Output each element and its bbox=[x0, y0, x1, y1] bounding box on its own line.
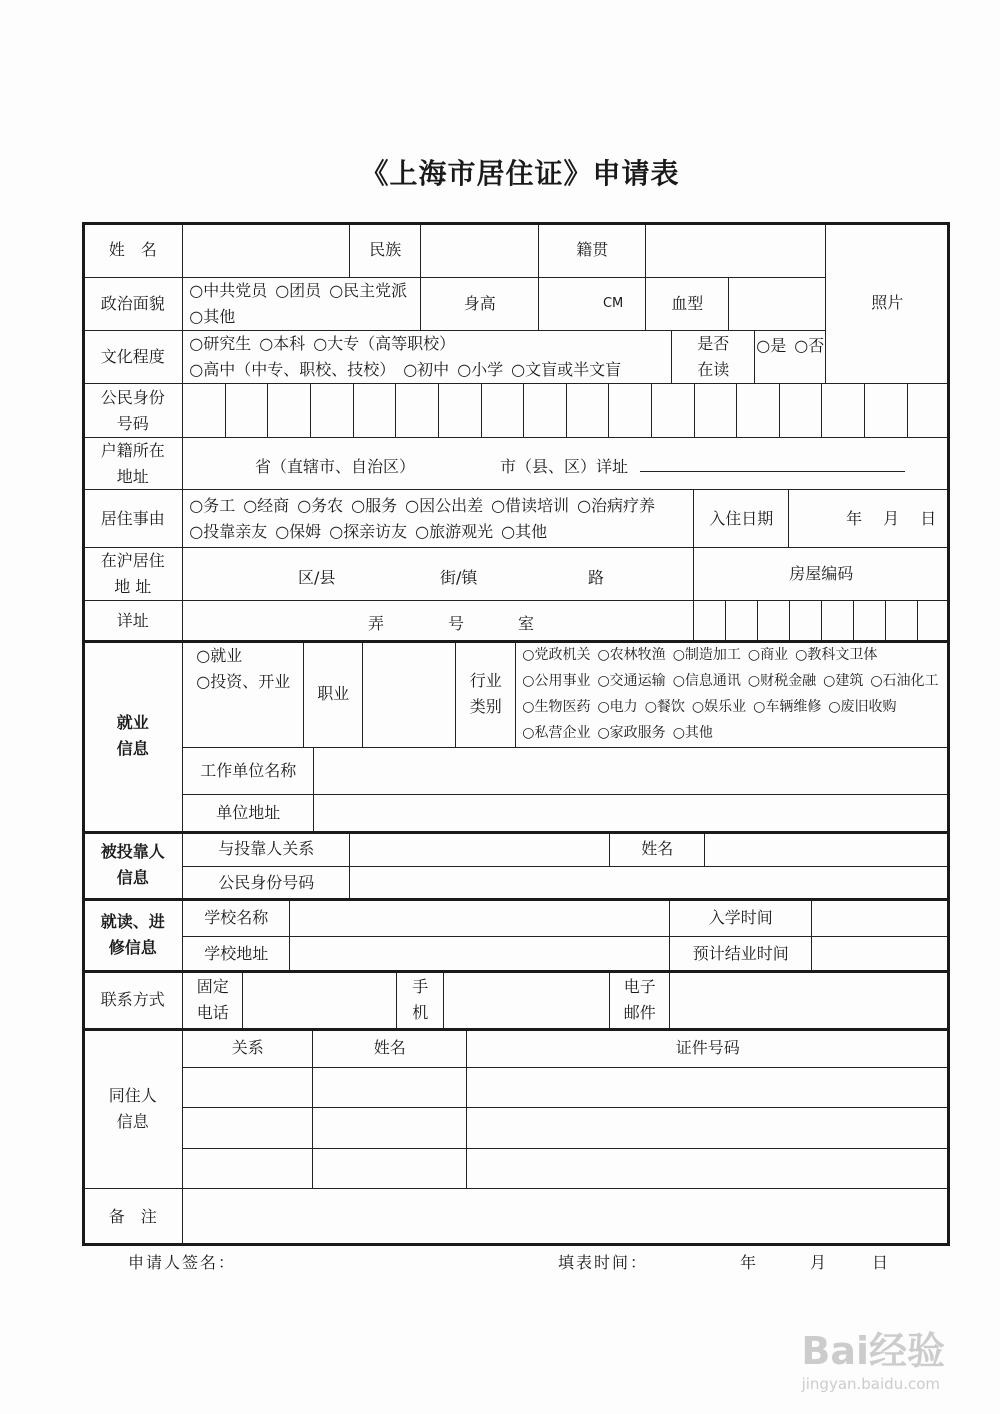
height-label: 身高 bbox=[420, 277, 539, 331]
option-radio: ○石油化工 bbox=[870, 673, 939, 690]
fill-month: 月 bbox=[810, 1253, 829, 1272]
option-radio: ○其他 bbox=[189, 307, 236, 327]
option-radio: ○务农 bbox=[297, 495, 344, 515]
option-radio: ○生物医药 bbox=[522, 699, 591, 716]
option-radio: ○因公出差 bbox=[405, 495, 484, 515]
option-radio: ○农林牧渔 bbox=[597, 647, 666, 664]
option-radio: ○研究生 bbox=[189, 334, 252, 354]
reason-label: 居住事由 bbox=[82, 489, 183, 548]
ethnicity-label: 民族 bbox=[349, 222, 421, 278]
district-text: 区/县 bbox=[298, 568, 336, 587]
contact-label: 联系方式 bbox=[82, 970, 183, 1029]
number-text: 号 bbox=[448, 614, 465, 633]
email-label: 电子 邮件 bbox=[609, 970, 670, 1029]
height-unit: CM bbox=[538, 277, 646, 331]
occupation-label: 职业 bbox=[303, 640, 363, 748]
option-radio: ○团员 bbox=[275, 281, 322, 301]
watermark-logo: Bai经验 bbox=[801, 1329, 945, 1373]
form-title: 《上海市居住证》申请表 bbox=[360, 157, 680, 190]
blood-label: 血型 bbox=[645, 277, 729, 331]
watermark-url: jingyan.baidu.com bbox=[801, 1375, 940, 1393]
option-radio: ○家政服务 bbox=[597, 725, 666, 742]
dependent-name-label: 姓名 bbox=[609, 831, 705, 867]
lane-text: 弄 bbox=[368, 614, 385, 633]
option-radio: ○小学 bbox=[457, 360, 504, 380]
option-radio: ○车辆维修 bbox=[753, 699, 822, 716]
option-radio: ○投资、开业 bbox=[196, 672, 291, 692]
option-radio: ○旅游观光 bbox=[415, 521, 494, 541]
notes-label: 备 注 bbox=[82, 1188, 183, 1245]
co-relation-header: 关系 bbox=[182, 1028, 313, 1068]
option-radio: ○务工 bbox=[189, 495, 236, 515]
enroll-time-label: 入学时间 bbox=[669, 898, 812, 937]
option-radio: ○探亲访友 bbox=[329, 521, 408, 541]
option-radio: ○教科文卫体 bbox=[795, 647, 878, 664]
education-label: 文化程度 bbox=[82, 330, 183, 384]
co-id-header: 证件号码 bbox=[466, 1028, 949, 1068]
industry-label: 行业 类别 bbox=[455, 640, 516, 748]
road-text: 路 bbox=[588, 568, 605, 587]
option-radio: ○娱乐业 bbox=[691, 699, 747, 716]
photo-box: 照片 bbox=[825, 222, 949, 384]
political-label: 政治面貌 bbox=[82, 277, 183, 331]
option-radio: ○服务 bbox=[351, 495, 398, 515]
sh-address-label: 在沪居住 地 址 bbox=[82, 547, 183, 601]
option-radio: ○餐饮 bbox=[644, 699, 685, 716]
option-radio: ○初中 bbox=[403, 360, 450, 380]
province-text: 省（直辖市、自治区） bbox=[255, 457, 416, 476]
option-radio: ○交通运输 bbox=[597, 673, 666, 690]
checkin-date: 年 月 日 bbox=[788, 489, 949, 548]
fill-day: 日 bbox=[872, 1253, 891, 1272]
option-radio: ○商业 bbox=[747, 647, 789, 664]
option-radio: ○高中（中专、职校、技校） bbox=[189, 360, 396, 380]
option-radio: ○其他 bbox=[672, 725, 713, 742]
co-name-header: 姓名 bbox=[312, 1028, 467, 1068]
option-radio: ○本科 bbox=[259, 334, 306, 354]
name-label: 姓 名 bbox=[82, 222, 183, 278]
fill-time-label: 填表时间： bbox=[558, 1253, 649, 1272]
form-border bbox=[82, 222, 950, 1246]
option-radio: ○否 bbox=[794, 336, 825, 356]
dependent-label: 被投靠人 信息 bbox=[82, 831, 183, 899]
option-radio: ○废旧收购 bbox=[828, 699, 897, 716]
fill-year: 年 bbox=[740, 1253, 759, 1272]
employer-name-label: 工作单位名称 bbox=[182, 747, 314, 795]
option-radio: ○治病疗养 bbox=[577, 495, 656, 515]
option-radio: ○保姆 bbox=[275, 521, 322, 541]
employer-address-label: 单位地址 bbox=[182, 794, 314, 832]
landline-label: 固定 电话 bbox=[182, 970, 243, 1029]
household-label: 户籍所在 地址 bbox=[82, 437, 183, 490]
option-radio: ○文盲或半文盲 bbox=[511, 360, 622, 380]
option-radio: ○信息通讯 bbox=[672, 673, 741, 690]
detail-label: 详址 bbox=[82, 600, 183, 641]
city-text: 市（县、区）详址 bbox=[500, 457, 629, 476]
study-label: 就读、进 修信息 bbox=[82, 898, 183, 971]
option-radio: ○党政机关 bbox=[522, 647, 591, 664]
school-address-label: 学校地址 bbox=[182, 936, 290, 971]
option-radio: ○电力 bbox=[597, 699, 638, 716]
option-radio: ○其他 bbox=[501, 521, 548, 541]
option-radio: ○借读培训 bbox=[491, 495, 570, 515]
dependent-id-label: 公民身份号码 bbox=[182, 866, 350, 899]
option-radio: ○制造加工 bbox=[672, 647, 741, 664]
cohabitant-label: 同住人 信息 bbox=[82, 1028, 183, 1189]
studying-label: 是否 在读 bbox=[671, 330, 755, 384]
checkin-label: 入住日期 bbox=[693, 489, 789, 548]
option-radio: ○是 bbox=[756, 336, 787, 356]
mobile-label: 手 机 bbox=[396, 970, 444, 1029]
id-number-label: 公民身份 号码 bbox=[82, 383, 183, 438]
option-radio: ○投靠亲友 bbox=[189, 521, 268, 541]
relation-label: 与投靠人关系 bbox=[182, 831, 350, 867]
school-name-label: 学校名称 bbox=[182, 898, 290, 937]
grad-time-label: 预计结业时间 bbox=[669, 936, 812, 971]
native-place-label: 籍贯 bbox=[538, 222, 646, 278]
room-text: 室 bbox=[518, 614, 535, 633]
option-radio: ○大专（高等职校） bbox=[313, 334, 456, 354]
house-code-label: 房屋编码 bbox=[693, 547, 949, 601]
option-radio: ○财税金融 bbox=[747, 673, 817, 690]
option-radio: ○私营企业 bbox=[522, 725, 591, 742]
option-radio: ○建筑 bbox=[823, 673, 864, 690]
option-radio: ○就业 bbox=[196, 646, 243, 666]
signature-label: 申请人签名： bbox=[128, 1253, 237, 1272]
option-radio: ○公用事业 bbox=[522, 673, 591, 690]
option-radio: ○民主党派 bbox=[329, 281, 408, 301]
option-radio: ○中共党员 bbox=[189, 281, 268, 301]
option-radio: ○经商 bbox=[243, 495, 290, 515]
street-text: 街/镇 bbox=[440, 568, 478, 587]
employment-label: 就业 信息 bbox=[82, 640, 183, 832]
